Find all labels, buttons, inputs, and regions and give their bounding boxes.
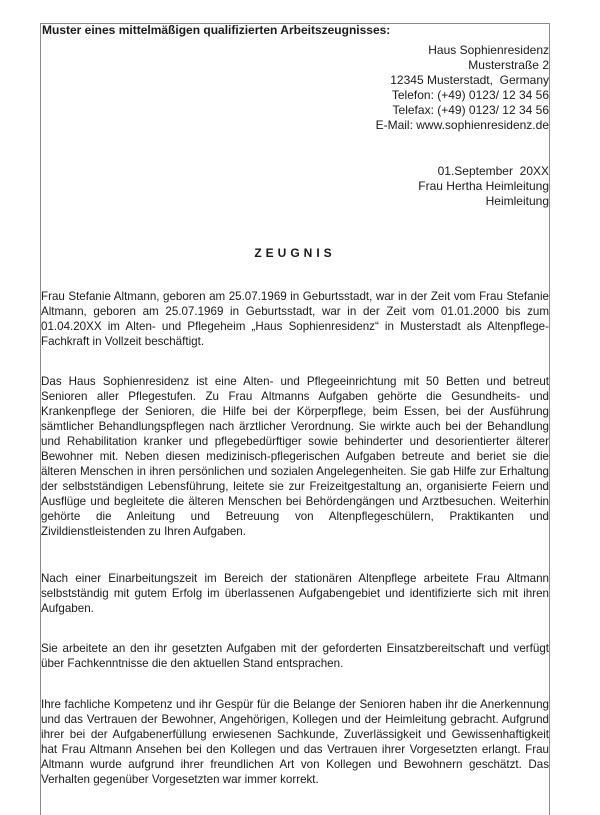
- document-date: 01.September 20XX: [437, 164, 549, 178]
- paragraph-commitment: Sie arbeitete an den ihr gesetzten Aufgaben mit der geforderten Einsatzbereitschaft und verfügt über Fachkenntnisse die den aktuellen Stand entsprachen.: [41, 642, 549, 670]
- paragraph-performance: Nach einer Einarbeitungszeit im Bereich der stationären Altenpflege arbeitete Frau Altmann selbstständig mit gutem Erfolg im überlassenen Aufgabengebiet und identifizierte sich mit ihren Aufgaben.: [41, 572, 549, 615]
- sender-phone: Telefon: (+49) 0123/ 12 34 56: [391, 88, 549, 102]
- document-title: ZEUGNIS: [254, 246, 336, 260]
- sender-street: Musterstraße 2: [468, 58, 549, 72]
- signatory-role: Heimleitung: [485, 194, 549, 208]
- date-block: [418, 164, 549, 209]
- document-heading: Muster eines mittelmäßigen qualifizierten Arbeitszeugnisses:: [42, 23, 391, 37]
- sender-email: E-Mail: www.sophienresidenz.de: [375, 118, 549, 132]
- page-border-right: [549, 23, 550, 815]
- sender-fax: Telefax: (+49) 0123/ 12 34 56: [392, 103, 549, 117]
- paragraph-employment: Frau Stefanie Altmann, geboren am 25.07.1969 in Geburtsstadt, war in der Zeit vom Frau Stefanie Altmann, geboren am 25.07.1969 in Geburtsstadt, war in der Zeit vom 01.01.2000 bis zum 01.04.20XX im Alten- und Pflegeheim „Haus Sophienresidenz“ in Musterstadt als Altenpflege-Fachkraft in Vollzeit beschäftigt.: [41, 290, 549, 348]
- sender-city: 12345 Musterstadt, Germany: [390, 73, 549, 87]
- sender-address: [376, 43, 549, 133]
- sender-name: Haus Sophienresidenz: [428, 43, 549, 57]
- signatory-name: Frau Hertha Heimleitung: [418, 179, 549, 193]
- paragraph-duties: Das Haus Sophienresidenz ist eine Alten- und Pflegeeinrichtung mit 50 Betten und betreut Senioren aller Pflegestufen. Zu Frau Altmanns Aufgaben gehörte die Gesundheits- und Krankenpflege der Senioren, die Hilfe bei der Körperpflege, beim Essen, bei der Ausführung sämtlicher Behandlungspflegen nach ärztlicher Verordnung. Sie wirkte auch bei der Behandlung und Rehabilitation kranker und pflegebedürftiger sowie behinderter und desorientierter älterer Bewohner mit. Neben diesen medizinisch-pflegerischen Aufgaben betreute and beriet sie die älteren Menschen in ihren persönlichen und sozialen Angelegenheiten. Sie gab Hilfe zur Erhaltung der selbstständigen Lebensführung, leitete sie zur Freizeitgestaltung an, organisierte Feiern und Ausflüge und begleitete die älteren Menschen bei Behördengängen und Arztbesuchen. Weiterhin gehörte die Anleitung und Betreuung von Altenpflegeschülern, Praktikanten und Zivildienstleistenden zu Ihren Aufgaben.: [41, 375, 549, 538]
- paragraph-conduct: Ihre fachliche Kompetenz und ihr Gespür für die Belange der Senioren haben ihr die Anerkennung und das Vertrauen der Bewohner, Angehörigen, Kollegen und der Heimleitung gebracht. Aufgrund ihrer bei der Aufgabenerfüllung erwiesenen Sachkunde, Zuverlässigkeit und Gewissenhaftigkeit hat Frau Altmann Ansehen bei den Kollegen und das Vertrauen ihrer Vorgesetzten erlangt. Frau Altmann wurde aufgrund ihrer freundlichen Art von Kollegen und Bewohnern geschätzt. Das Verhalten gegenüber Vorgesetzten war immer korrekt.: [41, 698, 549, 786]
